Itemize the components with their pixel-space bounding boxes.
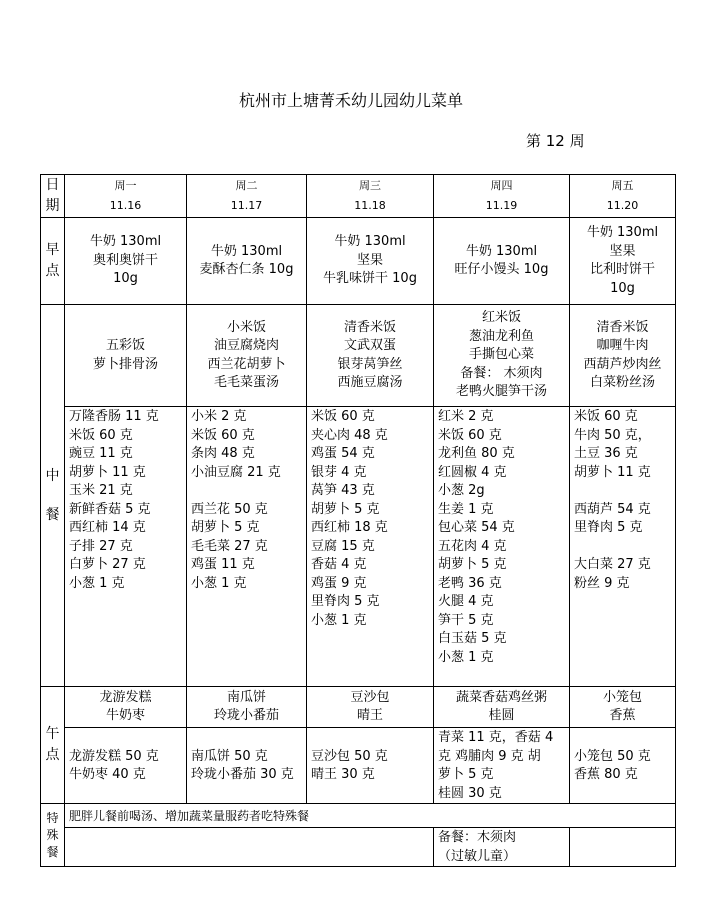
line-item: 牛肉 50 克，: [574, 427, 651, 443]
empty-cell: [570, 828, 676, 867]
lunch-menu-cell: [65, 305, 187, 407]
special-note: 肥胖儿餐前喝汤、增加蔬菜量服药者吃特殊餐: [65, 804, 676, 828]
snack-ingredients-cell: [307, 728, 434, 804]
line-item: 胡萝卜 5 克: [311, 501, 380, 517]
line-item: 包心菜 54 克: [438, 520, 515, 535]
label-char: 点: [45, 263, 60, 279]
line-item: 白萝卜 27 克: [69, 557, 146, 572]
line-item: 条肉 48 克: [191, 446, 255, 461]
label-char: 中: [45, 467, 60, 484]
line-item: 小油豆腐 21 克: [191, 464, 281, 480]
lunch-ingredients-cell: [570, 407, 676, 687]
lunch-ingredients-cell: [307, 407, 434, 687]
line-item: 西兰花胡萝卜: [207, 356, 286, 372]
line-item: 龙游发糕: [99, 689, 152, 705]
line-item: 萝卜排骨汤: [92, 356, 158, 372]
line-item: 10g: [113, 271, 138, 287]
line-item: 手撕包心菜: [468, 347, 534, 363]
day-header: [307, 175, 434, 218]
day-name: 周四: [490, 179, 513, 192]
line-item: 葱油龙利鱼: [468, 328, 534, 344]
snack-ingredients-row: [41, 728, 676, 804]
line-item: 麦酥杏仁条 10g: [199, 262, 294, 277]
row-label-special: [41, 804, 65, 867]
snack-menu-cell: [65, 687, 187, 728]
line-item: 小米 2 克: [191, 409, 247, 424]
line-item: 米饭 60 克: [574, 409, 638, 424]
row-label-date: [41, 175, 65, 218]
breakfast-cell: [570, 218, 676, 305]
line-item: 毛毛菜蛋汤: [213, 375, 279, 390]
line-item: 小米饭: [226, 319, 266, 335]
line-item: 牛奶 130ml: [465, 243, 538, 259]
line-item: 豆腐 15 克: [311, 538, 375, 554]
line-item: 米饭 60 克: [438, 427, 502, 443]
empty-cell: [65, 828, 434, 867]
line-item: 豆沙包: [350, 689, 390, 705]
label-char: 特: [46, 810, 59, 825]
line-item: 牛乳味饼干 10g: [323, 271, 417, 287]
day-name: 周三: [359, 179, 381, 192]
line-item: 青菜 11 克，香菇 4: [438, 730, 554, 745]
blank-line: [191, 482, 306, 501]
week-number: 第 12 周: [526, 132, 585, 150]
line-item: 牛奶 130ml: [210, 243, 283, 259]
day-date: 11.18: [354, 199, 386, 212]
line-item: 牛奶枣 40 克: [69, 767, 146, 782]
lunch-menu-cell: [570, 305, 676, 407]
line-item: 毛毛菜 27 克: [191, 538, 268, 554]
day-date: 11.17: [230, 199, 263, 212]
line-item: 牛奶枣: [105, 708, 145, 723]
breakfast-cell: [434, 218, 570, 305]
lunch-menu-cell: [434, 305, 570, 407]
breakfast-cell: [187, 218, 307, 305]
day-date: 11.19: [485, 199, 518, 212]
line-item: 豆沙包 50 克: [311, 748, 388, 764]
line-item: 玉米 21 克: [69, 483, 133, 498]
line-item: 胡萝卜 11 克: [69, 464, 146, 480]
line-item: 克 鸡脯肉 9 克 胡: [438, 748, 541, 764]
line-item: 火腿 4 克: [438, 594, 494, 609]
line-item: 备餐：木须肉: [438, 830, 517, 845]
special-backup-row: [41, 828, 676, 867]
line-item: 香菇 4 克: [311, 557, 367, 572]
label-char: 期: [45, 198, 60, 214]
line-item: 西兰花 50 克: [191, 501, 268, 517]
label-char: 餐: [45, 506, 60, 523]
line-item: 鸡蛋 9 克: [311, 575, 367, 591]
line-item: 奥利奥饼干: [92, 252, 158, 268]
lunch-ingredients-cell: [65, 407, 187, 687]
label-char: 点: [45, 747, 60, 763]
line-item: 玲珑小番茄 30 克: [191, 767, 294, 782]
line-item: （过敏儿童）: [438, 848, 517, 864]
line-item: 红米饭: [481, 310, 521, 326]
line-item: 五花肉 4 克: [438, 538, 507, 554]
special-backup-cell: [434, 828, 570, 867]
day-header: [434, 175, 570, 218]
line-item: 南瓜饼: [226, 689, 266, 705]
line-item: 土豆 36 克: [574, 446, 638, 461]
line-item: 香蕉 80 克: [574, 767, 638, 782]
lunch-ingredients-row: [41, 407, 676, 687]
snack-menu-row: [41, 687, 676, 728]
line-item: 银芽 4 克: [311, 464, 367, 480]
breakfast-cell: [65, 218, 187, 305]
line-item: 小笼包: [602, 689, 642, 705]
line-item: 里脊肉 5 克: [311, 594, 380, 609]
line-item: 红圆椒 4 克: [438, 464, 507, 480]
line-item: 10g: [610, 280, 635, 296]
line-item: 蔬菜香菇鸡丝粥: [455, 689, 547, 705]
line-item: 五彩饭: [105, 338, 145, 353]
lunch-menu-cell: [307, 305, 434, 407]
day-date: 11.20: [606, 199, 639, 212]
line-item: 西红柿 18 克: [311, 520, 388, 535]
line-item: 龙利鱼 80 克: [438, 446, 515, 461]
line-item: 老鸭火腿笋干汤: [455, 384, 547, 400]
line-item: 西葫芦 54 克: [574, 501, 651, 517]
line-item: 鸡蛋 54 克: [311, 446, 375, 461]
blank-line: [574, 538, 675, 557]
day-name: 周一: [114, 179, 137, 192]
line-item: 晴王 30 克: [311, 767, 375, 782]
label-char: 早: [45, 242, 60, 258]
label-char: 餐: [46, 844, 59, 859]
line-item: 龙游发糕 50 克: [69, 748, 159, 764]
day-header: [65, 175, 187, 218]
line-item: 油豆腐烧肉: [213, 338, 279, 353]
line-item: 西红柿 14 克: [69, 520, 146, 535]
line-item: 小葱 1 克: [311, 612, 367, 628]
line-item: 胡萝卜 11 克: [574, 464, 651, 480]
special-note-row: [41, 804, 676, 828]
lunch-menu-cell: [187, 305, 307, 407]
snack-menu-cell: [570, 687, 676, 728]
line-item: 桂圆: [488, 708, 515, 723]
line-item: 子排 27 克: [69, 538, 133, 554]
line-item: 旺仔小馒头 10g: [454, 262, 549, 277]
page-title: 杭州市上塘菁禾幼儿园幼儿菜单: [238, 91, 463, 110]
line-item: 老鸭 36 克: [438, 575, 502, 591]
snack-ingredients-cell: [570, 728, 676, 804]
line-item: 大白菜 27 克: [574, 557, 651, 572]
line-item: 白玉菇 5 克: [438, 631, 507, 646]
line-item: 白菜粉丝汤: [589, 375, 655, 390]
line-item: 米饭 60 克: [191, 427, 255, 443]
line-item: 玲珑小番茄: [213, 708, 279, 723]
line-item: 生姜 1 克: [438, 501, 494, 517]
label-char: 殊: [46, 827, 59, 842]
snack-ingredients-cell: [434, 728, 570, 804]
line-item: 银芽莴笋丝: [337, 356, 403, 372]
line-item: 莴笋 43 克: [311, 483, 375, 498]
breakfast-row: [41, 218, 676, 305]
row-label-breakfast: [41, 218, 65, 305]
line-item: 鸡蛋 11 克: [191, 557, 255, 572]
line-item: 比利时饼干: [589, 262, 655, 277]
line-item: 晴王: [356, 708, 383, 723]
row-label-lunch: [41, 305, 65, 687]
lunch-ingredients-cell: [187, 407, 307, 687]
snack-menu-cell: [434, 687, 570, 728]
line-item: 胡萝卜 5 克: [191, 520, 260, 535]
lunch-menu-row: [41, 305, 676, 407]
line-item: 小葱 2g: [438, 483, 485, 498]
line-item: 西葫芦炒肉丝: [583, 356, 662, 372]
line-item: 胡萝卜 5 克: [438, 557, 507, 572]
line-item: 牛奶 130ml: [89, 234, 162, 250]
line-item: 西施豆腐汤: [337, 375, 403, 390]
line-item: 南瓜饼 50 克: [191, 748, 268, 764]
line-item: 豌豆 11 克: [69, 446, 133, 461]
snack-menu-cell: [307, 687, 434, 728]
line-item: 小葱 1 克: [438, 649, 494, 665]
snack-menu-cell: [187, 687, 307, 728]
day-name: 周二: [235, 179, 258, 192]
line-item: 小葱 1 克: [69, 575, 125, 591]
snack-ingredients-cell: [187, 728, 307, 804]
date-row: [41, 175, 676, 218]
line-item: 萝卜 5 克: [438, 767, 494, 782]
row-label-snack: [41, 687, 65, 804]
menu-table: [40, 174, 676, 867]
line-item: 坚果: [356, 252, 383, 268]
breakfast-cell: [307, 218, 434, 305]
line-item: 清香米饭: [596, 319, 649, 335]
label-char: 午: [45, 726, 60, 742]
day-date: 11.16: [109, 199, 142, 212]
line-item: 夹心肉 48 克: [311, 427, 388, 443]
lunch-ingredients-cell: [434, 407, 570, 687]
line-item: 新鲜香菇 5 克: [69, 501, 151, 517]
line-item: 坚果: [609, 243, 636, 259]
day-name: 周五: [611, 179, 634, 192]
line-item: 清香米饭: [343, 319, 396, 335]
line-item: 米饭 60 克: [69, 427, 133, 443]
line-item: 红米 2 克: [438, 409, 494, 424]
line-item: 米饭 60 克: [311, 409, 375, 424]
line-item: 文武双蛋: [343, 338, 396, 353]
line-item: 牛奶 130ml: [586, 225, 659, 240]
line-item: 香蕉: [609, 708, 636, 723]
line-item: 小笼包 50 克: [574, 748, 651, 764]
line-item: 桂圆 30 克: [438, 785, 502, 801]
line-item: 里脊肉 5 克: [574, 520, 643, 535]
line-item: 小葱 1 克: [191, 575, 247, 591]
line-item: 咖喱牛肉: [596, 338, 649, 353]
line-item: 粉丝 9 克: [574, 575, 630, 591]
day-header: [187, 175, 307, 218]
line-item: 备餐： 木须肉: [460, 365, 543, 381]
day-header: [570, 175, 676, 218]
label-char: 日: [45, 177, 60, 193]
line-item: 牛奶 130ml: [334, 234, 406, 250]
line-item: 万隆香肠 11 克: [69, 409, 159, 424]
line-item: 笋干 5 克: [438, 612, 494, 628]
snack-ingredients-cell: [65, 728, 187, 804]
blank-line: [574, 482, 675, 501]
